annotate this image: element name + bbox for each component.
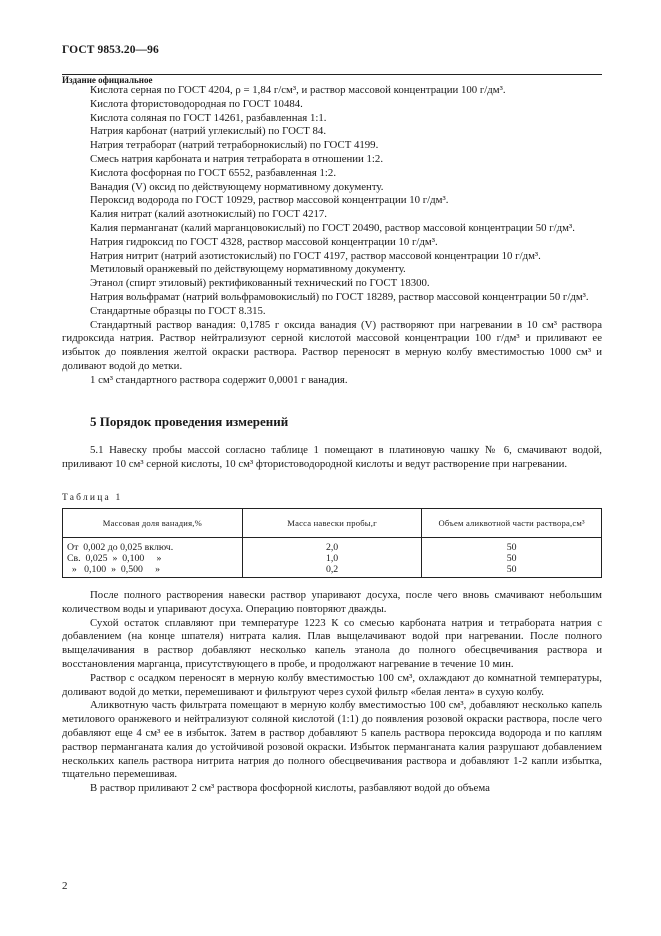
table-cell: От 0,002 до 0,025 включ. (63, 538, 243, 554)
procedure-text (62, 589, 602, 796)
reagent-item: Стандартный раствор ванадия: 0,1785 г оксида ванадия (V) растворяют при нагревании в 10 см³ раствора гидроксида натрия. Раствор нейтрализуют серной кислотой массовой концентрации 100 г/дм³ и приливают ее избыток до появления желтой окраски раствора. Раствор переносят в мерную колбу вместимостью 1000 см³ и доливают водой до метки. (62, 318, 602, 372)
reagent-item: Кислота фтористоводородная по ГОСТ 10484. (90, 97, 303, 110)
procedure-paragraph: Аликвотную часть фильтрата помещают в мерную колбу вместимостью 100 см³, добавляют несколько капель метилового оранжевого и нейтрализуют соляной кислотой (1:1) до появления розовой окраски раствора, после чего добавляют еще 4 см³ ее в избыток. Затем в раствор добавляют 5 капель раствора пероксида водорода и по каплям раствор перманганата калия до устойчивой розовой окраски. Избыток перманганата калия разрушают добавлением нескольких капель раствора нитрита натрия до полного обесцвечивания раствора и добавляют 1-2 капли избытка, тщательно перемешивая. (62, 699, 602, 781)
table-cell: 2,0 (242, 538, 422, 554)
reagent-item: 1 см³ стандартного раствора содержит 0,0001 г ванадия. (90, 373, 348, 386)
table-cell: 50 (422, 553, 602, 564)
procedure-paragraph: Раствор с осадком переносят в мерную колбу вместимостью 100 см³, охлаждают до комнатной температуры, доливают водой до метки, перемешивают и фильтруют через сухой фильтр «белая лента» в сухую колбу. (62, 671, 602, 698)
reagent-item: Смесь натрия карбоната и натрия тетрабората в отношении 1:2. (90, 152, 384, 165)
table-header-row (63, 509, 602, 538)
reagent-item: Калия перманганат (калий марганцовокислый) по ГОСТ 20490, раствор массовой концентрации 50 г/дм³. (90, 221, 575, 234)
standard-number: ГОСТ 9853.20—96 (62, 44, 159, 56)
reagent-item: Этанол (спирт этиловый) ректификованный технический по ГОСТ 18300. (90, 277, 430, 290)
reagent-item: Калия нитрат (калий азотнокислый) по ГОСТ 4217. (90, 208, 327, 221)
reagent-item: Ванадия (V) оксид по действующему нормативному документу. (90, 180, 384, 193)
section-title: 5 Порядок проведения измерений (90, 414, 289, 429)
table-cell: 0,2 (242, 564, 422, 578)
reagent-item: Метиловый оранжевый по действующему нормативному документу. (90, 263, 406, 276)
column-header: Массовая доля ванадия,% (63, 509, 243, 538)
reagent-item: Натрия гидроксид по ГОСТ 4328, раствор массовой концентрации 10 г/дм³. (90, 235, 438, 248)
reagent-item: Кислота фосфорная по ГОСТ 6552, разбавленная 1:2. (90, 166, 337, 179)
table-cell: 1,0 (242, 553, 422, 564)
column-header: Объем аликвотной части раствора,см³ (422, 509, 602, 538)
page-number: 2 (62, 880, 68, 892)
table-cell: 50 (422, 538, 602, 554)
reagent-item: Натрия вольфрамат (натрий вольфрамовокислый) по ГОСТ 18289, раствор массовой концентрации 50 г/дм³. (90, 290, 589, 303)
paragraph-5-1: 5.1 Навеску пробы массой согласно таблице 1 помещают в платиновую чашку № 6, смачивают водой, приливают 10 см³ серной кислоты, 10 см³ фтористоводородной кислоты и ведут растворение при нагревании. (62, 444, 602, 470)
procedure-paragraph: После полного растворения навески раствор упаривают досуха, после чего вновь смачивают небольшим количеством воды и упаривают досуха. Операцию повторяют дважды. (62, 589, 602, 615)
reagent-item: Кислота соляная по ГОСТ 14261, разбавленная 1:1. (90, 111, 327, 124)
table-row (63, 553, 602, 564)
edition-label: Издание официальное (62, 75, 153, 85)
table-cell: Св. 0,025 » 0,100 » (63, 553, 243, 564)
column-header: Масса навески пробы,г (242, 509, 422, 538)
section-paragraph (62, 444, 602, 472)
reagent-item: Натрия карбонат (натрий углекислый) по ГОСТ 84. (90, 125, 327, 138)
table-cell: 50 (422, 564, 602, 578)
reagent-item: Натрия нитрит (натрий азотистокислый) по ГОСТ 4197, раствор массовой концентрации 10 г/дм³. (90, 249, 541, 262)
procedure-paragraph: Сухой остаток сплавляют при температуре 1223 К со смесью карбоната натрия и тетрабората натрия с добавлением (на конце шпателя) нитрата калия. Плав выщелачивают водой при нагревании. После полного выщелачивания в раствор добавляют несколько капель этанола до полного обесцвечивания раствора и восстановления марганца, присутствующего в пробе, и продолжают нагревание в течение 10 мин. (62, 616, 602, 670)
reagent-item: Натрия тетраборат (натрий тетраборнокислый) по ГОСТ 4199. (90, 139, 379, 152)
reagent-item: Кислота серная по ГОСТ 4204, ρ = 1,84 г/см³, и раствор массовой концентрации 100 г/дм³. (90, 84, 506, 96)
table-row (63, 564, 602, 578)
table-caption: Таблица 1 (62, 493, 123, 503)
table-cell: » 0,100 » 0,500 » (63, 564, 243, 578)
reagent-item: Пероксид водорода по ГОСТ 10929, раствор массовой концентрации 10 г/дм³. (90, 194, 449, 207)
table-1 (62, 508, 602, 578)
reagents-list (62, 84, 602, 388)
reagent-item: Стандартные образцы по ГОСТ 8.315. (90, 304, 266, 317)
procedure-paragraph: В раствор приливают 2 см³ раствора фосфорной кислоты, разбавляют водой до объема (90, 782, 490, 795)
table-row (63, 538, 602, 554)
